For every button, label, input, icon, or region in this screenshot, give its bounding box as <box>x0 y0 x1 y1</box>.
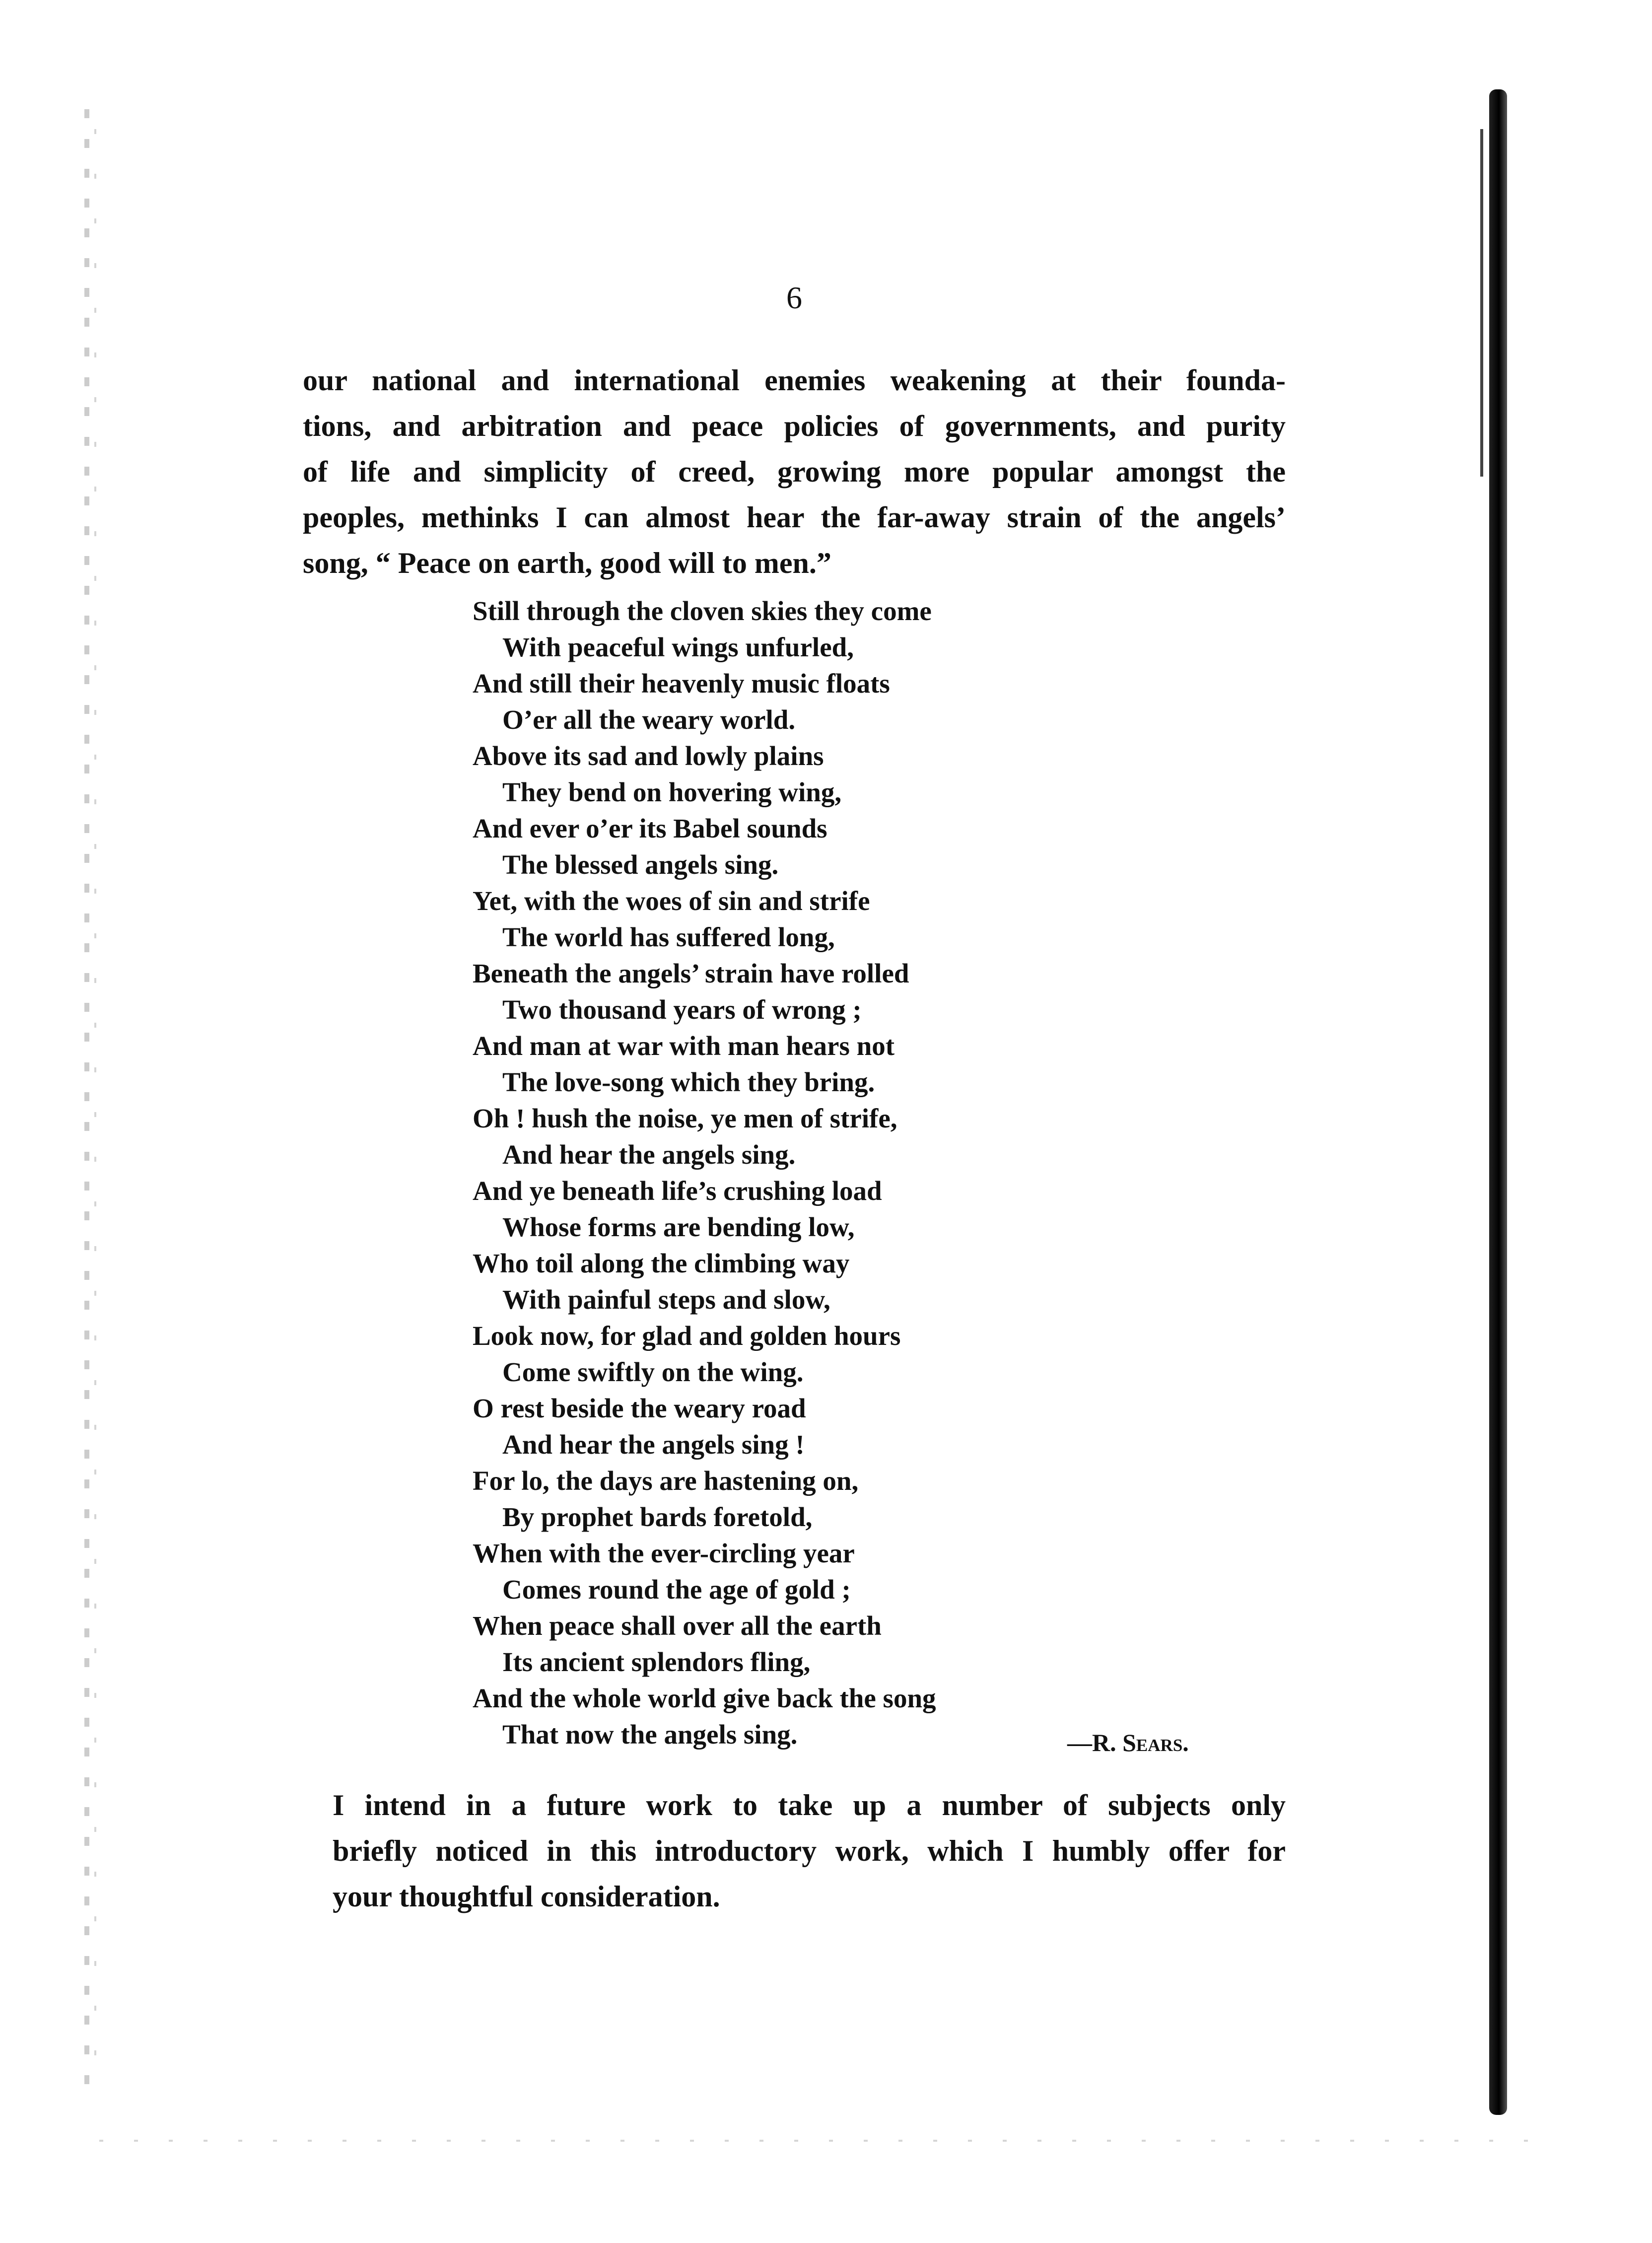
poem-line: The love-song which they bring. <box>502 1067 875 1097</box>
poem-line: Look now, for glad and golden hours <box>473 1321 901 1351</box>
paragraph-line: tions, and arbitration and peace policies of governments, and purity <box>303 410 1286 442</box>
poem-line: Beneath the angels’ strain have rolled <box>473 958 909 988</box>
paragraph-line: song, “ Peace on earth, good will to men.” <box>303 547 831 579</box>
paragraph-line: of life and simplicity of creed, growing more popular amongst the <box>303 455 1286 488</box>
poem-line: When with the ever-circling year <box>473 1538 855 1568</box>
poem-line: And ye beneath life’s crushing load <box>473 1176 882 1206</box>
poem-line: With peaceful wings unfurled, <box>502 632 854 662</box>
poem-line: Who toil along the climbing way <box>473 1248 850 1278</box>
poem-line: That now the angels sing. <box>502 1719 798 1750</box>
poem-line: They bend on hovering wing, <box>502 777 842 807</box>
poem-line: Yet, with the woes of sin and strife <box>473 886 870 916</box>
poem-line: Come swiftly on the wing. <box>502 1357 804 1387</box>
poem-line: Oh ! hush the noise, ye men of strife, <box>473 1103 897 1133</box>
poem-line: And hear the angels sing ! <box>502 1429 805 1460</box>
paragraph-line: our national and international enemies weakening at their founda- <box>303 364 1286 397</box>
poem-line: And the whole world give back the song <box>473 1683 936 1713</box>
poem-line: And hear the angels sing. <box>502 1139 796 1170</box>
scan-bottom-dots <box>99 2140 1539 2142</box>
poem-line: The blessed angels sing. <box>502 849 779 880</box>
top-paragraph <box>303 357 1286 586</box>
poem-line: O’er all the weary world. <box>502 704 796 735</box>
binding-edge <box>1489 89 1507 2115</box>
paragraph-line: your thoughtful consideration. <box>333 1880 720 1913</box>
scan-margin-speckle <box>84 109 89 2095</box>
binding-edge-shadow <box>1480 129 1483 477</box>
poem-line: Above its sad and lowly plains <box>473 741 824 771</box>
poem-line: And man at war with man hears not <box>473 1031 895 1061</box>
poem-line: Comes round the age of gold ; <box>502 1574 851 1605</box>
poem-line: When peace shall over all the earth <box>473 1611 882 1641</box>
paragraph-line: peoples, methinks I can almost hear the far-away strain of the angels’ <box>303 501 1286 534</box>
poem <box>473 593 1168 1752</box>
poem-line: The world has suffered long, <box>502 922 835 952</box>
poem-line: O rest beside the weary road <box>473 1393 806 1423</box>
paragraph-line: I intend in a future work to take up a number of subjects only <box>333 1789 1286 1822</box>
paragraph-line: briefly noticed in this introductory work, which I humbly offer for <box>333 1834 1286 1867</box>
poem-line: Whose forms are bending low, <box>502 1212 855 1242</box>
poem-line: By prophet bards foretold, <box>502 1502 813 1532</box>
poem-line: And still their heavenly music floats <box>473 668 890 699</box>
poem-line: With painful steps and slow, <box>502 1284 830 1315</box>
poem-line: Two thousand years of wrong ; <box>502 994 862 1025</box>
page-number: 6 <box>786 280 802 315</box>
poem-attribution: —R. Sears. <box>1067 1729 1189 1756</box>
poem-line: For lo, the days are hastening on, <box>473 1466 859 1496</box>
poem-line: And ever o’er its Babel sounds <box>473 813 827 843</box>
poem-line: Still through the cloven skies they come <box>473 596 932 626</box>
scan-margin-speckle-secondary <box>94 129 96 2065</box>
bottom-paragraph <box>303 1782 1286 1919</box>
poem-line: Its ancient splendors fling, <box>502 1647 811 1677</box>
